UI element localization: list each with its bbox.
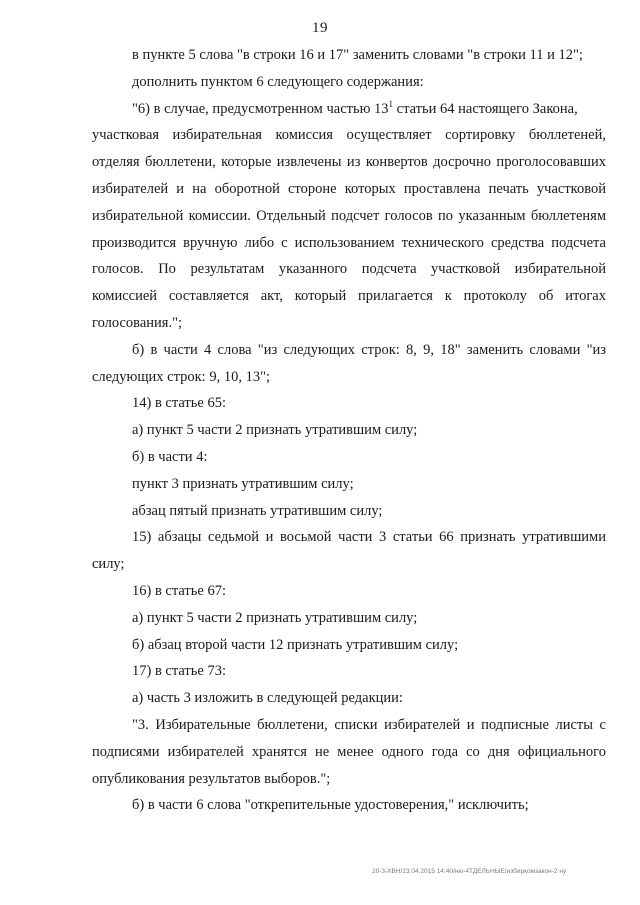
- footer-file-reference: 20-3-ХВН/23.04.2015 14:40/ню-4ТДЕЛЬНЫЕ/избиркомзакон-2 ну: [372, 868, 567, 875]
- page-number: 19: [312, 20, 328, 36]
- paragraph-17: 17) в статье 73:: [132, 663, 226, 680]
- paragraph-14a: а) пункт 5 части 2 признать утратившим силу;: [132, 422, 418, 439]
- paragraph-16: 16) в статье 67:: [132, 582, 226, 599]
- paragraph-17-quote: "3. Избирательные бюллетени, списки избирателей и подписные листы с подписями избирателей хранятся не менее одного года со дня официального опубликования результатов выборов.";: [92, 716, 606, 787]
- p6-text-b: статьи 64 настоящего Закона,: [393, 100, 578, 117]
- paragraph-p6-first: [92, 96, 606, 123]
- paragraph-16b: б) абзац второй части 12 признать утратившим силу;: [132, 636, 459, 653]
- paragraph-14b1: пункт 3 признать утратившим силу;: [132, 475, 354, 492]
- b-part4-text: б) в части 4 слова "из следующих строк: 8, 9, 18" заменить словами "из следующих строк: 9, 10, 13";: [92, 341, 606, 385]
- paragraph-add-p6: дополнить пунктом 6 следующего содержания:: [132, 73, 424, 90]
- paragraph-17b: б) в части 6 слова "открепительные удостоверения," исключить;: [132, 797, 529, 814]
- paragraph-17a: а) часть 3 изложить в следующей редакции:: [132, 690, 403, 707]
- paragraph-p6-rest: [92, 122, 606, 336]
- paragraph-16a: а) пункт 5 части 2 признать утратившим силу;: [132, 609, 418, 626]
- paragraph-14: 14) в статье 65:: [132, 395, 226, 412]
- p6-text-a: "6) в случае, предусмотренном частью 13: [132, 100, 389, 117]
- paragraph-b-part4: [92, 337, 606, 391]
- document-body: [92, 42, 606, 819]
- paragraph-14b2: абзац пятый признать утратившим силу;: [132, 502, 383, 519]
- paragraph-p5-replace: в пункте 5 слова "в строки 16 и 17" заменить словами "в строки 11 и 12";: [132, 47, 583, 63]
- paragraph-15: 15) абзацы седьмой и восьмой части 3 статьи 66 признать утратившими силу;: [92, 529, 606, 573]
- p6-text-rest: участковая избирательная комиссия осуществляет сортировку бюллетеней, отделяя бюллетени, которые извлечены из конвертов досрочно проголосовавших избирателей и на оборотной стороне которых проставлена печать участковой избирательной комиссии. Отдельный подсчет голосов по указанным бюллетеням производится вручную либо с использованием технического средства подсчета голосов. По результатам указанного подсчета участковой избирательной комиссией составляется акт, который прилагается к протоколу об итогах голосования.";: [92, 127, 606, 331]
- p6-superscript: 1: [388, 98, 394, 109]
- paragraph-14b: б) в части 4:: [132, 448, 208, 465]
